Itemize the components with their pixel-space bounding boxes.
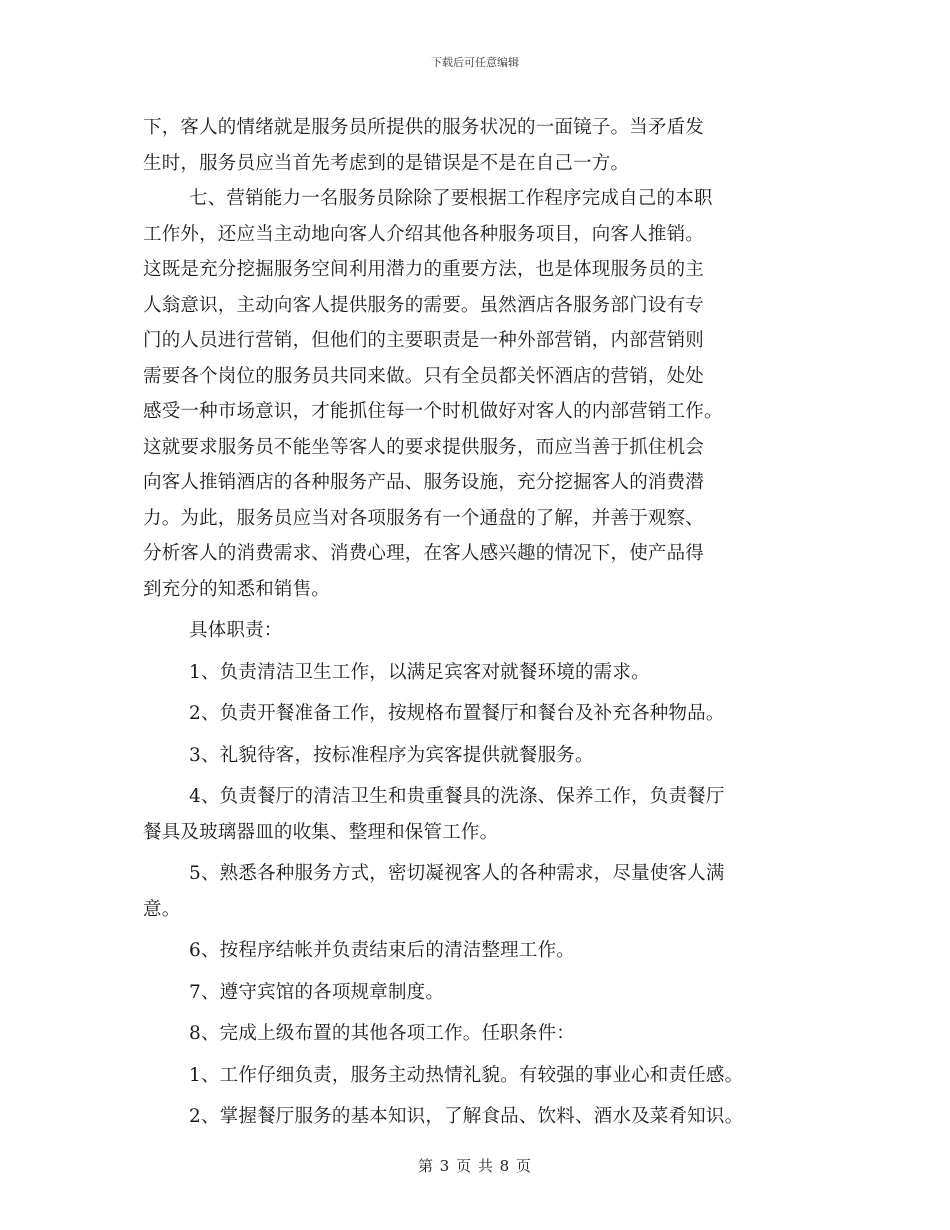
duty-item: 7、遵守宾馆的各项规章制度。 — [189, 981, 445, 1003]
requirement-item: 2、掌握餐厅服务的基本知识，了解食品、饮料、酒水及菜肴知识。 — [189, 1106, 744, 1127]
document-body — [143, 110, 833, 1135]
duty-item: 3、礼貌待客，按标准程序为宾客提供就餐服务。 — [189, 744, 594, 766]
duty-item: 6、按程序结帐并负责结束后的清洁整理工作。 — [189, 940, 575, 961]
paragraph-line: 这既是充分挖掘服务空间利用潜力的重要方法，也是体现服务员的主 — [143, 259, 705, 280]
section-heading-line: 七、营销能力一名服务员除除了要根据工作程序完成自己的本职 — [189, 188, 713, 209]
paragraph-line: 到充分的知悉和销售。 — [143, 578, 331, 600]
paragraph-line: 门的人员进行营销，但他们的主要职责是一种外部营销，内部营销则 — [143, 330, 705, 351]
paragraph-line: 分析客人的消费需求、消费心理，在客人感兴趣的情况下，使产品得 — [143, 543, 705, 564]
paragraph-line: 人翁意识，主动向客人提供服务的需要。虽然酒店各服务部门设有专 — [143, 294, 705, 316]
duty-item: 1、负责清洁卫生工作，以满足宾客对就餐环境的需求。 — [189, 661, 650, 683]
paragraph-line: 力。为此，服务员应当对各项服务有一个通盘的了解，并善于观察、 — [143, 507, 705, 529]
duty-item: 5、熟悉各种服务方式，密切凝视客人的各种需求，尽量使客人满 — [189, 863, 725, 884]
paragraph-line: 需要各个岗位的服务员共同来做。只有全员都关怀酒店的营销，处处 — [143, 365, 705, 387]
page-header: 下载后可任意编辑 — [431, 56, 519, 69]
paragraph-line: 工作外，还应当主动地向客人介绍其他各种服务项目，向客人推销。 — [143, 223, 705, 245]
duty-item-continued: 意。 — [143, 898, 181, 920]
paragraph-line: 感受一种市场意识，才能抓住每一个时机做好对客人的内部营销工作。 — [143, 401, 723, 422]
requirement-item: 1、工作仔细负责，服务主动热情礼貌。有较强的事业心和责任感。 — [189, 1064, 744, 1086]
paragraph-line: 这就要求服务员不能坐等客人的要求提供服务，而应当善于抓住机会 — [143, 436, 705, 458]
paragraph-line: 下，客人的情绪就是服务员所提供的服务状况的一面镜子。当矛盾发 — [143, 117, 705, 138]
paragraph-line: 生时，服务员应当首先考虑到的是错误是不是在自己一方。 — [143, 152, 630, 174]
duty-item: 2、负责开餐准备工作，按规格布置餐厅和餐台及补充各种物品。 — [189, 703, 725, 724]
duties-heading: 具体职责： — [189, 620, 283, 641]
duty-item-continued: 餐具及玻璃器皿的收集、整理和保管工作。 — [143, 821, 499, 843]
page-number-footer: 第 3 页 共 8 页 — [418, 1157, 532, 1175]
duty-item: 4、负责餐厅的清洁卫生和贵重餐具的洗涤、保养工作，负责餐厅 — [189, 786, 725, 807]
paragraph-line: 向客人推销酒店的各种服务产品、服务设施，充分挖掘客人的消费潜 — [143, 472, 705, 493]
duty-item: 8、完成上级布置的其他各项工作。任职条件： — [189, 1023, 575, 1044]
